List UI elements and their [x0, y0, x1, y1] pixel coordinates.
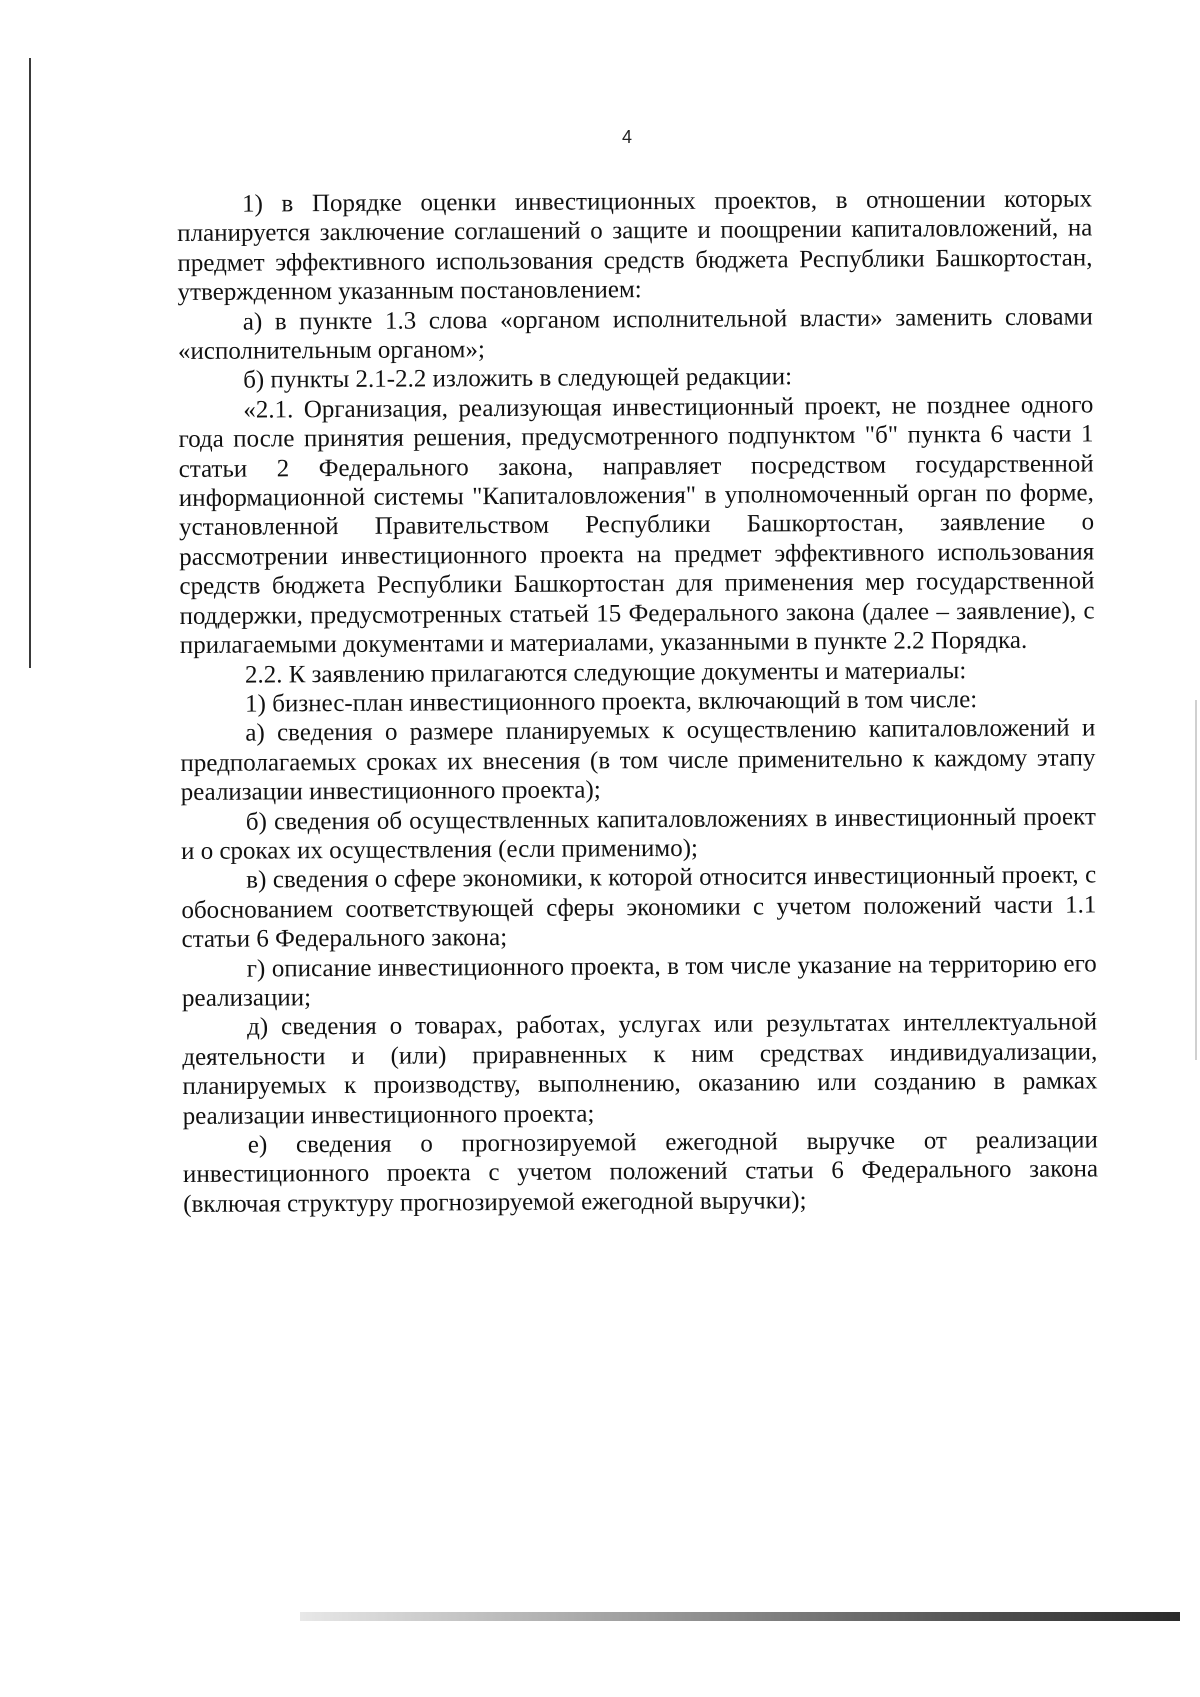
paragraph-1: 1) в Порядке оценки инвестиционных проектов, в отношении которых планируется заключение соглашений о защите и поощрении капиталовложений, на предмет эффективного использования средств бюджета Республики Башкортостан, утвержденном указанным постановлением: [177, 185, 1093, 307]
paragraph-9: в) сведения о сфере экономики, к которой относится инвестиционный проект, с обоснованием соответствующей сферы экономики с учетом положений части 1.1 статьи 6 Федерального закона; [181, 861, 1097, 954]
page-number: 4 [622, 127, 633, 147]
paragraph-4: «2.1. Организация, реализующая инвестиционный проект, не позднее одного года после принятия решения, предусмотренного подпунктом "б" пункта 6 части 1 статьи 2 Федерального закона, направляет посредством государственной информационной системы "Капиталовложения" в уполномоченный орган по форме, установленной Правительством Республики Башкортостан, заявление о рассмотрении инвестиционного проекта на предмет эффективного использования средств бюджета Республики Башкортостан для применения мер государственной поддержки, предусмотренных статьей 15 Федерального закона (далее – заявление), с прилагаемыми документами и материалами, указанными в пункте 2.2 Порядка. [178, 391, 1095, 660]
paragraph-10: г) описание инвестиционного проекта, в том числе указание на территорию его реализации; [181, 949, 1097, 1012]
scan-edge-right [1195, 700, 1197, 1060]
paragraph-12: е) сведения о прогнозируемой ежегодной выручке от реализации инвестиционного проекта с учетом положений статьи 6 Федерального закона (включая структуру прогнозируемой ежегодной выручки); [182, 1126, 1099, 1218]
document-body [177, 184, 1098, 1219]
scan-edge-left [29, 58, 31, 668]
paragraph-5: 2.2. К заявлению прилагаются следующие документы и материалы: [244, 656, 967, 689]
scan-bottom-bar [300, 1612, 1180, 1621]
paragraph-3: б) пункты 2.1-2.2 изложить в следующей редакции: [243, 363, 793, 395]
paragraph-2: а) в пункте 1.3 слова «органом исполнительной власти» заменить словами «исполнительным органом»; [177, 303, 1093, 366]
paragraph-7: а) сведения о размере планируемых к осуществлению капиталовложений и предполагаемых сроках их внесения (в том числе применительно к каждому этапу реализации инвестиционного проекта); [180, 714, 1096, 807]
paragraph-8: б) сведения об осуществленных капиталовложениях в инвестиционный проект и о сроках их осуществления (если применимо); [180, 802, 1096, 865]
paragraph-11: д) сведения о товарах, работах, услугах или результатах интеллектуальной деятельности и (или) приравненных к ним средствах индивидуализации, планируемых к производству, выполнению, оказанию или созданию в рамках реализации инвестиционного проекта; [182, 1008, 1098, 1130]
paragraph-6: 1) бизнес-план инвестиционного проекта, включающий в том числе: [245, 686, 978, 718]
